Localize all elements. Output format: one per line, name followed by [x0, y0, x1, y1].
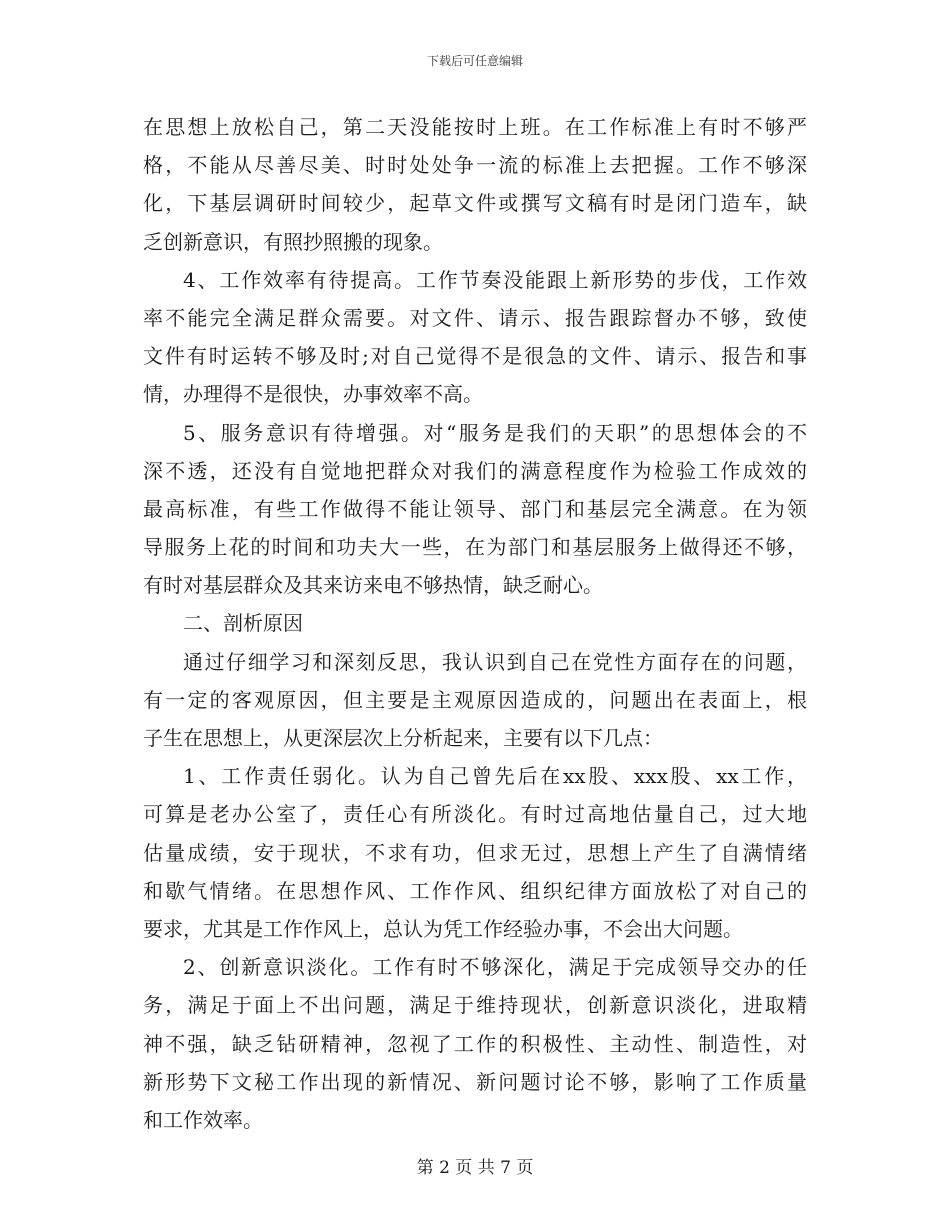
text-line: 情，办理得不是很快，办事效率不高。: [143, 382, 483, 407]
text-line: 有时对基层群众及其来访来电不够热情，缺乏耐心。: [143, 573, 603, 598]
text-line: 导服务上花的时间和功夫大一些，在为部门和基层服务上做得还不够，: [143, 535, 807, 560]
section-heading: 二、剖析原因: [183, 611, 303, 636]
text-line: 和工作效率。: [143, 1107, 263, 1132]
text-line: 神不强，缺乏钻研精神，忽视了工作的积极性、主动性、制造性，对: [143, 1031, 807, 1056]
page-header: 下载后可任意编辑: [426, 54, 523, 68]
text-line: 估量成绩，安于现状，不求有功，但求无过，思想上产生了自满情绪: [143, 840, 807, 865]
text-line: 2、创新意识淡化。工作有时不够深化，满足于完成领导交办的任: [183, 955, 807, 980]
text-line: 乏创新意识，有照抄照搬的现象。: [143, 229, 443, 254]
text-line: 要求，尤其是工作作风上，总认为凭工作经验办事，不会出大问题。: [143, 916, 743, 941]
text-line: 深不透，还没有自觉地把群众对我们的满意程度作为检验工作成效的: [143, 458, 807, 483]
text-line: 新形势下文秘工作出现的新情况、新问题讨论不够，影响了工作质量: [143, 1069, 807, 1094]
text-line: 最高标准，有些工作做得不能让领导、部门和基层完全满意。在为领: [143, 496, 807, 521]
text-line: 率不能完全满足群众需要。对文件、请示、报告跟踪督办不够，致使: [143, 305, 807, 330]
document-body: [143, 108, 807, 1139]
text-line: 务，满足于面上不出问题，满足于维持现状，创新意识淡化，进取精: [143, 993, 807, 1018]
text-line: 在思想上放松自己，第二天没能按时上班。在工作标准上有时不够严: [143, 115, 807, 139]
text-line: 文件有时运转不够及时;对自己觉得不是很急的文件、请示、报告和事: [143, 344, 807, 369]
text-line: 5、服务意识有待增强。对“服务是我们的天职”的思想体会的不: [183, 420, 807, 445]
text-line: 通过仔细学习和深刻反思，我认识到自己在党性方面存在的问题，: [183, 649, 807, 674]
text-line: 化，下基层调研时间较少，起草文件或撰写文稿有时是闭门造车，缺: [143, 191, 807, 216]
text-line: 格，不能从尽善尽美、时时处处争一流的标准上去把握。工作不够深: [143, 153, 807, 178]
text-line: 子生在思想上，从更深层次上分析起来，主要有以下几点：: [143, 726, 663, 750]
text-line: 可算是老办公室了，责任心有所淡化。有时过高地估量自己，过大地: [143, 802, 807, 827]
text-line: 和歇气情绪。在思想作风、工作作风、组织纪律方面放松了对自己的: [143, 878, 807, 903]
text-line: 有一定的客观原因，但主要是主观原因造成的，问题出在表面上，根: [143, 687, 807, 712]
text-line: 1、工作责任弱化。认为自己曾先后在xx股、xxx股、xx工作，: [183, 764, 807, 789]
page-number-footer: 第 2 页 共 7 页: [416, 1158, 534, 1178]
text-line: 4、工作效率有待提高。工作节奏没能跟上新形势的步伐，工作效: [183, 267, 807, 292]
